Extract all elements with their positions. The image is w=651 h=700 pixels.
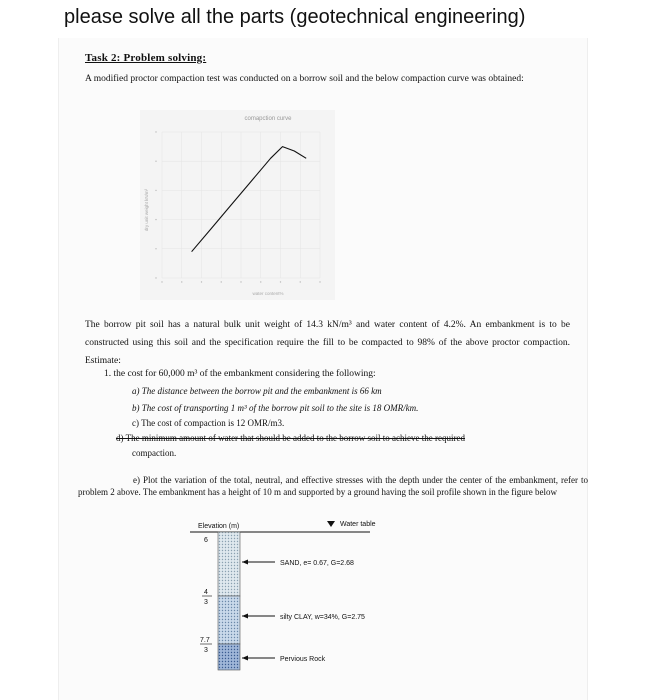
problem-item-d: d) The minimum amount of water that should be added to the borrow soil to achieve the required [116, 433, 465, 443]
elev-7-7: 7.7 [200, 637, 210, 644]
chart-x-tick [161, 281, 162, 282]
clay-layer [218, 596, 240, 644]
rock-arrowhead [242, 656, 248, 661]
chart-x-label: water content% [252, 291, 284, 296]
compaction-chart [140, 110, 335, 300]
sand-label: SAND, e= 0.67, G=2.68 [280, 560, 354, 567]
task-title: Task 2: Problem solving: [85, 52, 207, 64]
water-table-icon [327, 521, 335, 527]
chart-y-tick [155, 161, 156, 162]
clay-label: silty CLAY, w=34%, G=2.75 [280, 614, 365, 621]
chart-y-label: dry unit weight kN/m³ [144, 188, 149, 232]
chart-x-tick [221, 281, 222, 282]
problem-item-c: c) The cost of compaction is 12 OMR/m3. [132, 418, 285, 428]
chart-y-tick [155, 219, 156, 220]
task-intro: A modified proctor compaction test was conducted on a borrow soil and the below compaction curve was obtained: [85, 74, 524, 84]
soil-profile-figure [170, 516, 430, 700]
chart-y-tick [155, 190, 156, 191]
sand-arrowhead [242, 560, 248, 565]
rock-layer [218, 644, 240, 670]
chart-title: comapction curve [244, 116, 292, 122]
chart-y-tick [155, 248, 156, 249]
chart-y-tick [155, 131, 156, 132]
elevation-label: Elevation (m) [198, 523, 240, 530]
elev-6: 6 [204, 537, 208, 544]
problem-item-1: 1. the cost for 60,000 m³ of the embankment considering the following: [104, 369, 376, 379]
clay-arrowhead [242, 614, 248, 619]
problem-item-e: e) Plot the variation of the total, neutral, and effective stresses with the depth under the center of the embankment, refer to problem 2 above. The embankment has a height of 10 m and supported by a ground having the soil profile shown in the figure below [78, 475, 588, 497]
question-header: please solve all the parts (geotechnical engineering) [64, 6, 526, 28]
chart-x-tick [300, 281, 301, 282]
problem-item-d-cont: compaction. [132, 448, 177, 458]
chart-x-tick [240, 281, 241, 282]
elev-4: 4 [204, 589, 208, 596]
chart-x-tick [260, 281, 261, 282]
water-table-label: Water table [340, 521, 376, 528]
sand-layer [218, 532, 240, 596]
chart-x-tick [201, 281, 202, 282]
problem-item-a: a) The distance between the borrow pit and the embankment is 66 km [132, 386, 382, 396]
chart-background [140, 110, 335, 300]
problem-paragraph: The borrow pit soil has a natural bulk unit weight of 14.3 kN/m³ and water content of 4.2%. An embankment is to be constructed using this soil and the specification require the fill to be compacted to 98% of the above proctor compaction. Estimate: [85, 320, 570, 366]
elev-3: 3 [204, 599, 208, 606]
rock-label: Pervious Rock [280, 656, 326, 663]
chart-y-tick [155, 277, 156, 278]
chart-x-tick [319, 281, 320, 282]
problem-item-b: b) The cost of transporting 1 m³ of the borrow pit soil to the site is 18 OMR/km. [132, 403, 419, 413]
elev-3b: 3 [204, 647, 208, 654]
chart-x-tick [181, 281, 182, 282]
chart-x-tick [280, 281, 281, 282]
